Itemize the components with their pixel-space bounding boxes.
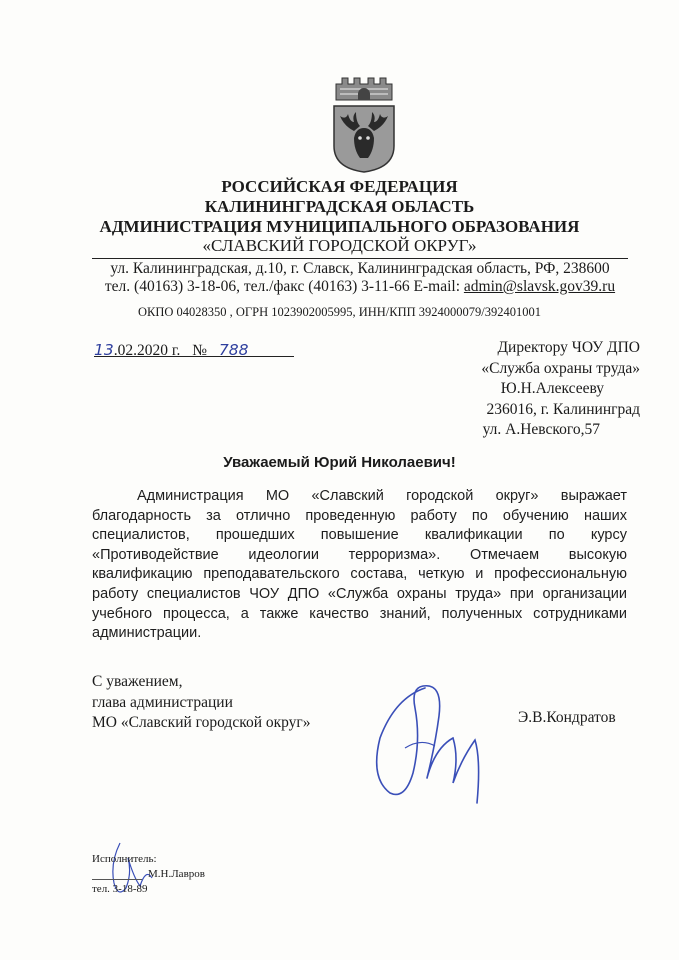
greeting: Уважаемый Юрий Николаевич! [223, 454, 456, 471]
recipient-city: 236016, г. Калининград [486, 400, 640, 418]
header-administration: АДМИНИСТРАЦИЯ МУНИЦИПАЛЬНОГО ОБРАЗОВАНИЯ [99, 217, 580, 236]
signature-mark [365, 668, 495, 818]
number-label: № [192, 342, 208, 359]
registry-codes: ОКПО 04028350 , ОГРН 1023902005995, ИНН/КПП 3924000079/392401001 [137, 305, 542, 319]
executor-name: М.Н.Лавров [148, 868, 205, 880]
email-link[interactable]: admin@slavsk.gov39.ru [463, 278, 616, 295]
contacts-line [90, 277, 630, 297]
header-municipality: «СЛАВСКИЙ ГОРОДСКОЙ ОКРУГ» [202, 236, 477, 255]
executor-block [92, 852, 292, 897]
phones-text: тел. (40163) 3-18-06, тел./факс (40163) 3-11-66 E-mail: [104, 278, 464, 295]
recipient-organization: «Служба охраны труда» [481, 359, 640, 377]
closing-block [92, 672, 311, 734]
executor-label: Исполнитель: [92, 853, 157, 865]
document-number: 788 [218, 341, 249, 359]
date-underline [94, 356, 294, 357]
recipient-name: Ю.Н.Алексееву [500, 380, 604, 397]
executor-underline [92, 879, 142, 880]
executor-phone: тел. 3-18-89 [92, 883, 148, 895]
recipient-street: ул. А.Невского,57 [482, 421, 600, 438]
date-day: 13 [94, 341, 114, 359]
coat-of-arms-emblem [330, 76, 398, 174]
date-rest: .02.2020 г. [113, 342, 181, 359]
closing-regards: С уважением, [92, 673, 183, 690]
document-date-number [94, 341, 304, 361]
signer-name: Э.В.Кондратов [518, 709, 616, 726]
closing-position: глава администрации [92, 693, 233, 711]
recipient-block [440, 338, 640, 441]
closing-municipality: МО «Славский городской округ» [92, 714, 311, 731]
header-country: РОССИЙСКАЯ ФЕДЕРАЦИЯ [221, 177, 458, 196]
letter-body: Администрация МО «Славский городской округ» выражает благодарность за отлично проведенную работу по обучению наших специалистов, прошедших повышение квалификации по курсу «Противодействие идеологии терроризма». Отмечаем высокую квалификацию преподавательского состава, четкую и профессиональную работу специалистов ЧОУ ДПО «Служба охраны труда» при организации учебного процесса, а также качество знаний, полученных сотрудниками администрации. [92, 488, 627, 642]
address-line: ул. Калининградская, д.10, г. Славск, Калининградская область, РФ, 238600 [110, 260, 610, 277]
header-region: КАЛИНИНГРАДСКАЯ ОБЛАСТЬ [204, 197, 475, 216]
recipient-position: Директору ЧОУ ДПО [497, 339, 640, 356]
